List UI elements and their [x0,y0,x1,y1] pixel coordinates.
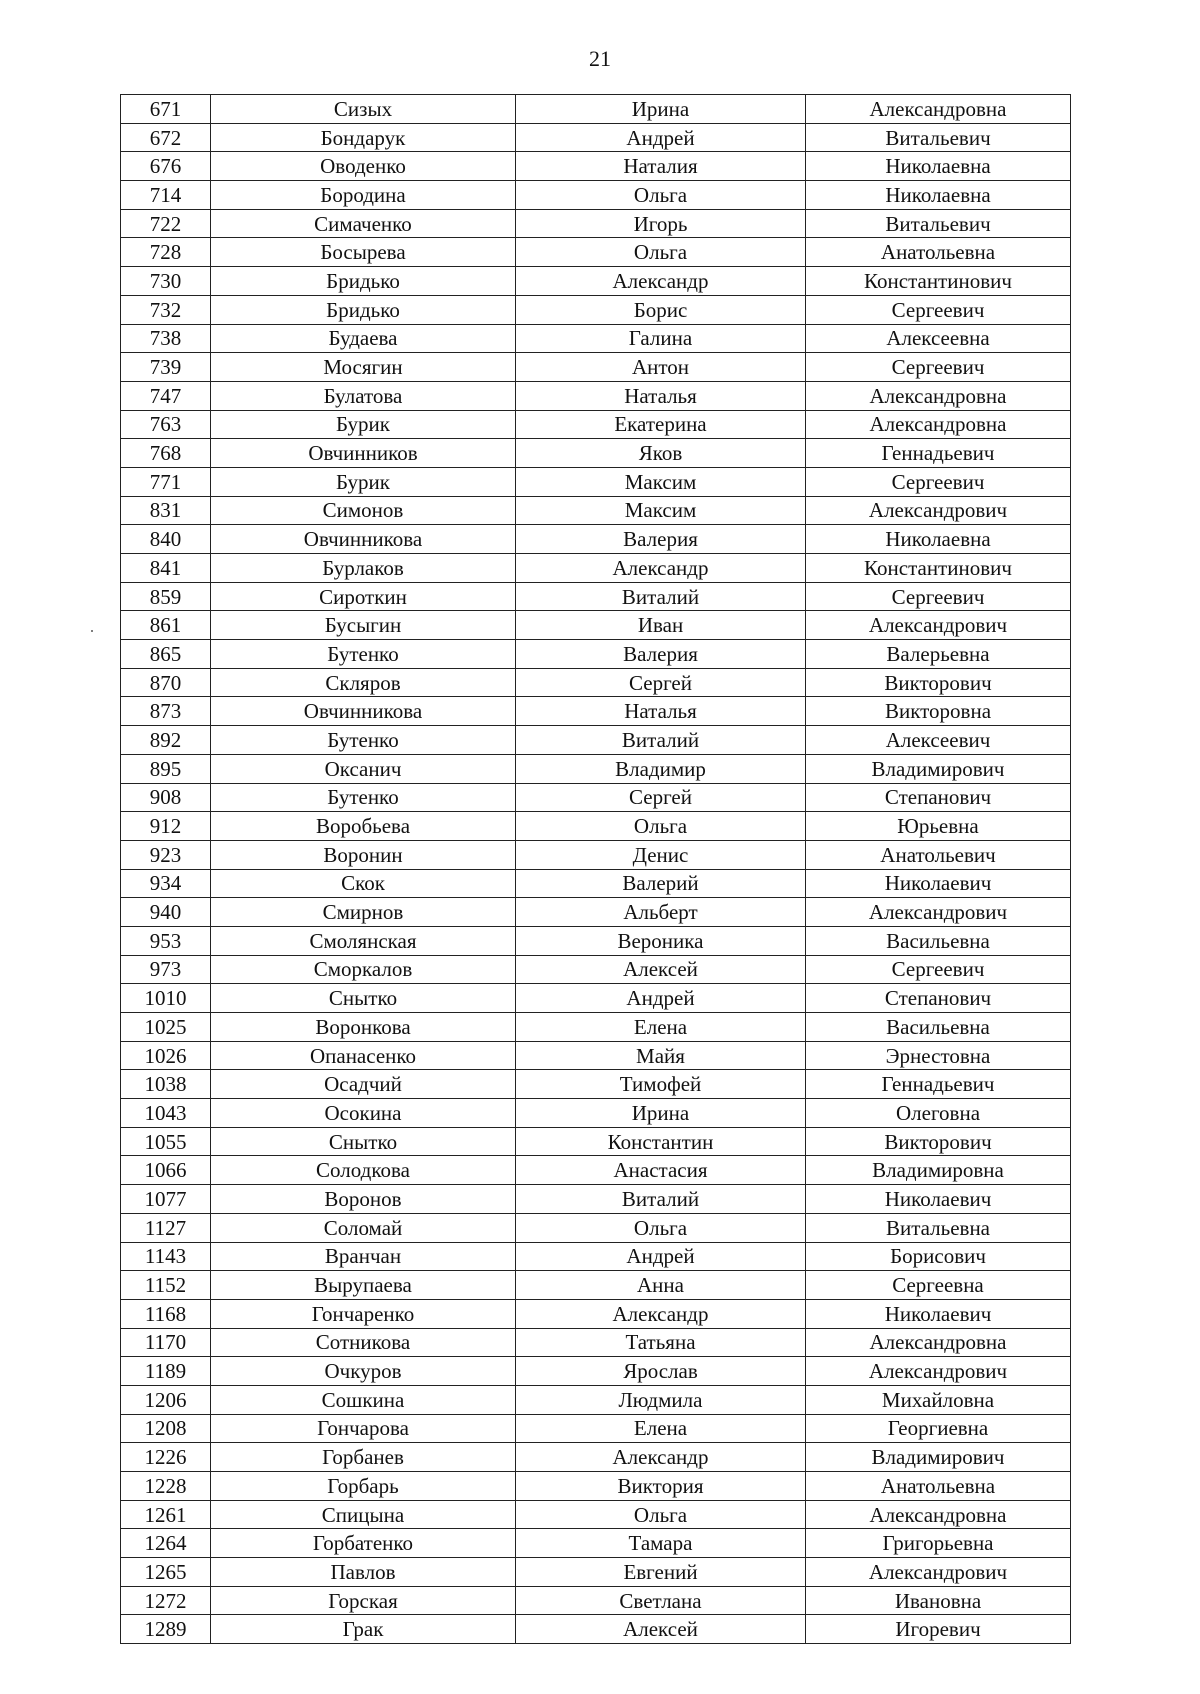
cell-patronymic: Владимирович [806,1443,1071,1472]
cell-patronymic: Владимирович [806,754,1071,783]
cell-first-name: Константин [516,1127,806,1156]
cell-first-name: Галина [516,324,806,353]
cell-surname: Бутенко [211,726,516,755]
cell-patronymic: Борисович [806,1242,1071,1271]
cell-first-name: Елена [516,1414,806,1443]
cell-surname: Симаченко [211,209,516,238]
cell-surname: Бородина [211,181,516,210]
cell-patronymic: Александрович [806,496,1071,525]
cell-surname: Соломай [211,1213,516,1242]
table-row [121,1357,1071,1386]
cell-first-name: Тимофей [516,1070,806,1099]
cell-first-name: Андрей [516,123,806,152]
cell-first-name: Ольга [516,238,806,267]
cell-patronymic: Анатольевич [806,840,1071,869]
cell-number: 940 [121,898,211,927]
table-row [121,95,1071,124]
cell-patronymic: Николаевна [806,152,1071,181]
cell-first-name: Алексей [516,955,806,984]
cell-first-name: Вероника [516,926,806,955]
cell-patronymic: Сергеевна [806,1271,1071,1300]
cell-first-name: Борис [516,295,806,324]
cell-patronymic: Васильевна [806,1013,1071,1042]
table-row [121,353,1071,382]
cell-number: 763 [121,410,211,439]
cell-number: 739 [121,353,211,382]
table-row [121,1328,1071,1357]
cell-surname: Осадчий [211,1070,516,1099]
cell-patronymic: Константинович [806,554,1071,583]
cell-number: 671 [121,95,211,124]
cell-number: 730 [121,267,211,296]
table-row [121,1500,1071,1529]
cell-patronymic: Александровна [806,410,1071,439]
table-row [121,410,1071,439]
cell-first-name: Анастасия [516,1156,806,1185]
table-row [121,668,1071,697]
table-row [121,1041,1071,1070]
cell-surname: Булатова [211,381,516,410]
cell-surname: Горбатенко [211,1529,516,1558]
cell-surname: Оксанич [211,754,516,783]
cell-surname: Сотникова [211,1328,516,1357]
table-row [121,1414,1071,1443]
cell-first-name: Ольга [516,1213,806,1242]
cell-patronymic: Сергеевич [806,955,1071,984]
cell-patronymic: Михайловна [806,1385,1071,1414]
cell-first-name: Екатерина [516,410,806,439]
cell-first-name: Виктория [516,1472,806,1501]
cell-first-name: Владимир [516,754,806,783]
cell-number: 859 [121,582,211,611]
cell-patronymic: Юрьевна [806,812,1071,841]
cell-number: 1208 [121,1414,211,1443]
cell-number: 1010 [121,984,211,1013]
table-row [121,1127,1071,1156]
cell-number: 714 [121,181,211,210]
cell-number: 1170 [121,1328,211,1357]
cell-surname: Будаева [211,324,516,353]
cell-patronymic: Владимировна [806,1156,1071,1185]
cell-first-name: Наталия [516,152,806,181]
table-row [121,955,1071,984]
cell-surname: Босырева [211,238,516,267]
table-row [121,640,1071,669]
table-row [121,554,1071,583]
cell-patronymic: Николаевич [806,869,1071,898]
cell-number: 1189 [121,1357,211,1386]
table-row [121,754,1071,783]
cell-first-name: Людмила [516,1385,806,1414]
cell-surname: Спицына [211,1500,516,1529]
cell-patronymic: Александровна [806,381,1071,410]
table-row [121,123,1071,152]
table-row [121,898,1071,927]
cell-number: 973 [121,955,211,984]
cell-first-name: Ирина [516,95,806,124]
cell-patronymic: Алексеевич [806,726,1071,755]
table-row [121,726,1071,755]
cell-surname: Воронкова [211,1013,516,1042]
table-row [121,525,1071,554]
table-row [121,1385,1071,1414]
cell-patronymic: Николаевич [806,1299,1071,1328]
cell-number: 1043 [121,1099,211,1128]
table-row [121,1271,1071,1300]
cell-first-name: Ольга [516,1500,806,1529]
cell-first-name: Андрей [516,984,806,1013]
cell-surname: Гончарова [211,1414,516,1443]
cell-first-name: Максим [516,467,806,496]
cell-patronymic: Александровна [806,1328,1071,1357]
cell-number: 861 [121,611,211,640]
table-row [121,840,1071,869]
cell-surname: Снытко [211,984,516,1013]
table-row [121,381,1071,410]
cell-first-name: Валерия [516,525,806,554]
cell-patronymic: Сергеевич [806,467,1071,496]
table-row [121,812,1071,841]
cell-number: 1038 [121,1070,211,1099]
cell-surname: Вранчан [211,1242,516,1271]
cell-patronymic: Анатольевна [806,1472,1071,1501]
cell-number: 768 [121,439,211,468]
table-row [121,1185,1071,1214]
cell-first-name: Игорь [516,209,806,238]
cell-number: 912 [121,812,211,841]
cell-surname: Бутенко [211,783,516,812]
cell-number: 892 [121,726,211,755]
cell-number: 908 [121,783,211,812]
table-row [121,238,1071,267]
cell-surname: Опанасенко [211,1041,516,1070]
cell-surname: Смолянская [211,926,516,955]
cell-surname: Мосягин [211,353,516,382]
cell-first-name: Евгений [516,1558,806,1587]
cell-patronymic: Степанович [806,783,1071,812]
cell-surname: Смирнов [211,898,516,927]
table-row [121,1070,1071,1099]
table-row [121,152,1071,181]
cell-first-name: Александр [516,1299,806,1328]
cell-number: 1272 [121,1586,211,1615]
cell-patronymic: Викторовна [806,697,1071,726]
cell-surname: Бондарук [211,123,516,152]
cell-number: 1077 [121,1185,211,1214]
table-row [121,1013,1071,1042]
cell-number: 831 [121,496,211,525]
cell-surname: Гончаренко [211,1299,516,1328]
table-row [121,611,1071,640]
cell-patronymic: Васильевна [806,926,1071,955]
table-row [121,467,1071,496]
cell-first-name: Светлана [516,1586,806,1615]
cell-surname: Снытко [211,1127,516,1156]
cell-number: 953 [121,926,211,955]
table-row [121,1615,1071,1644]
table-row [121,439,1071,468]
cell-patronymic: Александрович [806,611,1071,640]
table-row [121,582,1071,611]
cell-first-name: Максим [516,496,806,525]
cell-surname: Воробьева [211,812,516,841]
cell-first-name: Майя [516,1041,806,1070]
cell-patronymic: Геннадьевич [806,439,1071,468]
cell-number: 1289 [121,1615,211,1644]
cell-first-name: Наталья [516,381,806,410]
cell-number: 1168 [121,1299,211,1328]
cell-patronymic: Георгиевна [806,1414,1071,1443]
cell-first-name: Виталий [516,1185,806,1214]
cell-patronymic: Сергеевич [806,295,1071,324]
cell-surname: Очкуров [211,1357,516,1386]
cell-number: 738 [121,324,211,353]
cell-surname: Осокина [211,1099,516,1128]
cell-number: 1127 [121,1213,211,1242]
table-row [121,1472,1071,1501]
cell-first-name: Валерий [516,869,806,898]
cell-patronymic: Игоревич [806,1615,1071,1644]
cell-number: 728 [121,238,211,267]
cell-number: 923 [121,840,211,869]
cell-patronymic: Александрович [806,1357,1071,1386]
cell-first-name: Сергей [516,783,806,812]
cell-surname: Бусыгин [211,611,516,640]
roster-body [121,95,1071,1644]
cell-first-name: Андрей [516,1242,806,1271]
cell-first-name: Антон [516,353,806,382]
cell-surname: Скляров [211,668,516,697]
cell-number: 1152 [121,1271,211,1300]
cell-first-name: Алексей [516,1615,806,1644]
table-row [121,324,1071,353]
table-row [121,1586,1071,1615]
cell-number: 747 [121,381,211,410]
cell-first-name: Елена [516,1013,806,1042]
cell-number: 841 [121,554,211,583]
cell-first-name: Наталья [516,697,806,726]
cell-number: 934 [121,869,211,898]
cell-patronymic: Александровна [806,1500,1071,1529]
cell-first-name: Валерия [516,640,806,669]
cell-first-name: Ярослав [516,1357,806,1386]
table-row [121,869,1071,898]
cell-first-name: Тамара [516,1529,806,1558]
cell-number: 840 [121,525,211,554]
cell-first-name: Ирина [516,1099,806,1128]
table-row [121,1443,1071,1472]
cell-number: 1055 [121,1127,211,1156]
table-row [121,1156,1071,1185]
cell-surname: Бридько [211,267,516,296]
cell-patronymic: Николаевна [806,525,1071,554]
cell-surname: Бурик [211,467,516,496]
cell-first-name: Ольга [516,181,806,210]
cell-surname: Воронов [211,1185,516,1214]
page-number: 21 [589,46,611,71]
cell-patronymic: Геннадьевич [806,1070,1071,1099]
cell-number: 722 [121,209,211,238]
cell-number: 1025 [121,1013,211,1042]
table-row [121,181,1071,210]
cell-first-name: Анна [516,1271,806,1300]
cell-number: 771 [121,467,211,496]
cell-number: 1226 [121,1443,211,1472]
table-row [121,1299,1071,1328]
cell-first-name: Александр [516,554,806,583]
table-row [121,926,1071,955]
cell-number: 1264 [121,1529,211,1558]
cell-patronymic: Витальевна [806,1213,1071,1242]
cell-number: 1143 [121,1242,211,1271]
cell-surname: Бридько [211,295,516,324]
cell-surname: Грак [211,1615,516,1644]
cell-surname: Горбанев [211,1443,516,1472]
cell-patronymic: Александрович [806,898,1071,927]
cell-number: 865 [121,640,211,669]
cell-patronymic: Викторович [806,1127,1071,1156]
cell-patronymic: Константинович [806,267,1071,296]
table-row [121,1242,1071,1271]
cell-surname: Сошкина [211,1385,516,1414]
cell-patronymic: Викторович [806,668,1071,697]
cell-patronymic: Александрович [806,1558,1071,1587]
cell-patronymic: Витальевич [806,123,1071,152]
table-row [121,209,1071,238]
cell-patronymic: Александровна [806,95,1071,124]
cell-surname: Сизых [211,95,516,124]
cell-patronymic: Анатольевна [806,238,1071,267]
cell-first-name: Виталий [516,726,806,755]
cell-first-name: Александр [516,1443,806,1472]
cell-surname: Горская [211,1586,516,1615]
cell-number: 672 [121,123,211,152]
cell-number: 732 [121,295,211,324]
cell-first-name: Денис [516,840,806,869]
cell-patronymic: Сергеевич [806,353,1071,382]
cell-patronymic: Николаевна [806,181,1071,210]
cell-first-name: Яков [516,439,806,468]
cell-surname: Овчинникова [211,697,516,726]
cell-number: 895 [121,754,211,783]
cell-surname: Оводенко [211,152,516,181]
cell-number: 1265 [121,1558,211,1587]
table-row [121,697,1071,726]
cell-surname: Воронин [211,840,516,869]
table-row [121,1099,1071,1128]
cell-patronymic: Алексеевна [806,324,1071,353]
cell-surname: Вырупаева [211,1271,516,1300]
scan-speck [91,630,93,632]
cell-number: 873 [121,697,211,726]
cell-surname: Овчинникова [211,525,516,554]
cell-surname: Бурлаков [211,554,516,583]
cell-patronymic: Ивановна [806,1586,1071,1615]
table-row [121,984,1071,1013]
table-row [121,1213,1071,1242]
cell-patronymic: Сергеевич [806,582,1071,611]
table-row [121,1529,1071,1558]
table-row [121,783,1071,812]
roster-table [120,94,1071,1644]
cell-surname: Скок [211,869,516,898]
cell-patronymic: Степанович [806,984,1071,1013]
cell-patronymic: Витальевич [806,209,1071,238]
cell-surname: Горбарь [211,1472,516,1501]
cell-surname: Бутенко [211,640,516,669]
cell-surname: Сироткин [211,582,516,611]
cell-first-name: Ольга [516,812,806,841]
cell-number: 870 [121,668,211,697]
cell-number: 1026 [121,1041,211,1070]
cell-surname: Павлов [211,1558,516,1587]
cell-number: 1261 [121,1500,211,1529]
table-row [121,1558,1071,1587]
cell-number: 676 [121,152,211,181]
cell-number: 1228 [121,1472,211,1501]
cell-patronymic: Николаевич [806,1185,1071,1214]
cell-first-name: Иван [516,611,806,640]
cell-number: 1066 [121,1156,211,1185]
cell-patronymic: Эрнестовна [806,1041,1071,1070]
cell-surname: Симонов [211,496,516,525]
cell-surname: Сморкалов [211,955,516,984]
cell-first-name: Александр [516,267,806,296]
table-row [121,267,1071,296]
cell-patronymic: Олеговна [806,1099,1071,1128]
cell-number: 1206 [121,1385,211,1414]
cell-surname: Бурик [211,410,516,439]
cell-first-name: Виталий [516,582,806,611]
cell-first-name: Альберт [516,898,806,927]
table-row [121,295,1071,324]
cell-surname: Овчинников [211,439,516,468]
table-row [121,496,1071,525]
cell-patronymic: Валерьевна [806,640,1071,669]
cell-first-name: Татьяна [516,1328,806,1357]
cell-patronymic: Григорьевна [806,1529,1071,1558]
cell-surname: Солодкова [211,1156,516,1185]
cell-first-name: Сергей [516,668,806,697]
